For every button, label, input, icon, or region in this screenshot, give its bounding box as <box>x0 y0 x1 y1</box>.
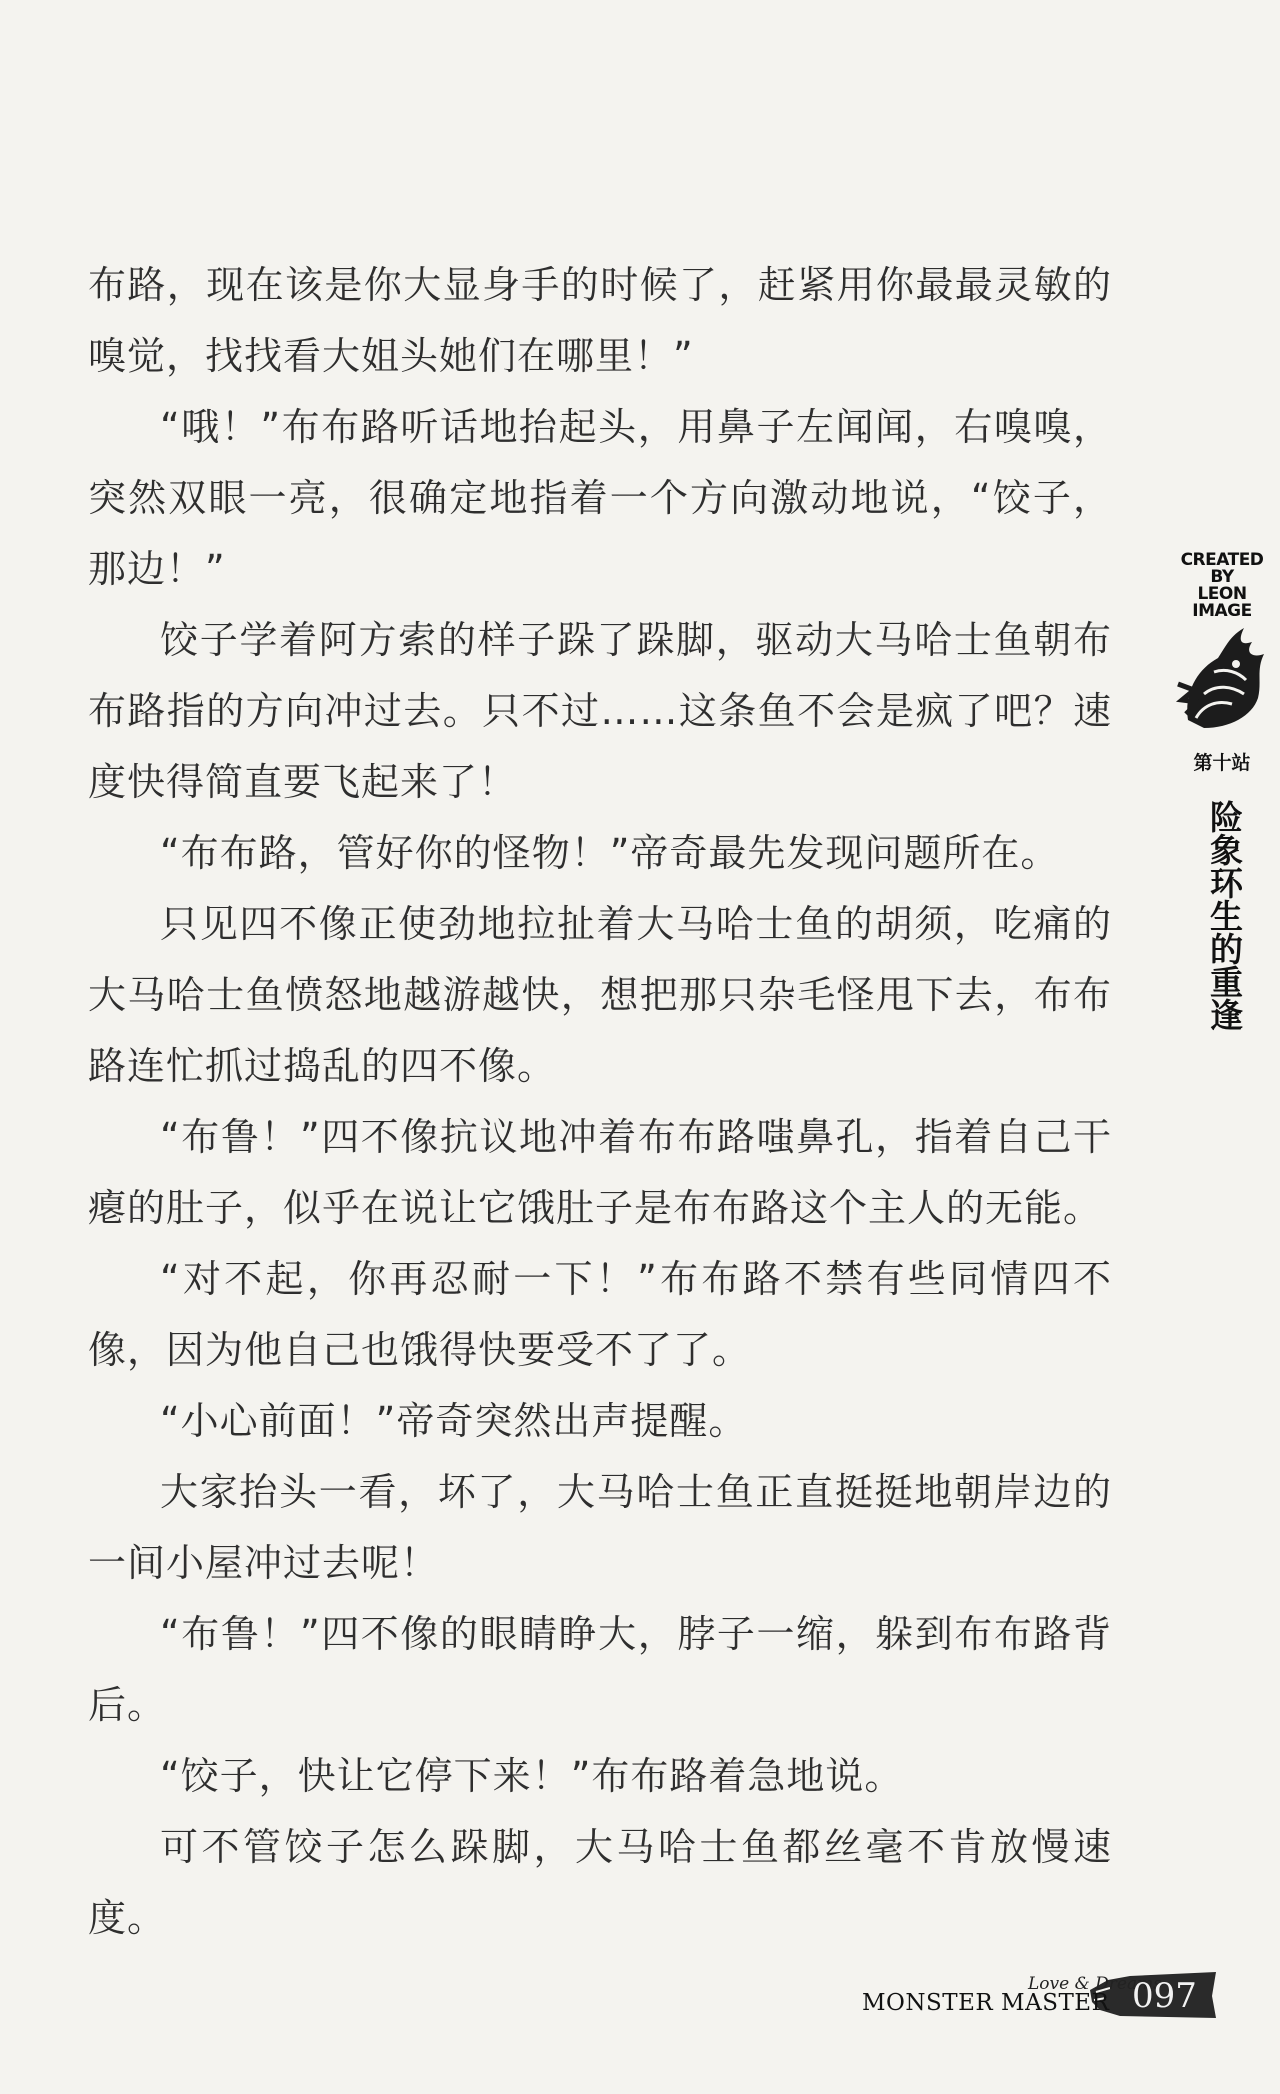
paragraph-12: 可不管饺子怎么跺脚，大马哈士鱼都丝毫不肯放慢速度。 <box>88 1825 1112 1940</box>
paragraph-2: “哦！”布布路听话地抬起头，用鼻子左闻闻，右嗅嗅，突然双眼一亮，很确定地指着一个方向激动地说，“饺子，那边！” <box>88 405 1112 591</box>
paragraph-9: 大家抬头一看，坏了，大马哈士鱼正直挺挺地朝岸边的一间小屋冲过去呢！ <box>88 1470 1112 1585</box>
publisher-logo-text <box>1172 552 1272 620</box>
paragraph-1: 布路，现在该是你大显身手的时候了，赶紧用你最最灵敏的嗅觉，找找看大姐头她们在哪里！” <box>88 263 1112 378</box>
series-title: MONSTER MASTER <box>862 1990 1110 2016</box>
logo-line: CREATED <box>1180 550 1264 570</box>
logo-line: LEON <box>1197 584 1247 604</box>
paragraph-8: “小心前面！”帝奇突然出声提醒。 <box>160 1399 748 1443</box>
dragon-logo-icon <box>1174 624 1270 734</box>
chapter-sidebar <box>1172 552 1272 1045</box>
series-subtitle: Love & Dreams <box>1028 1974 1162 1994</box>
chapter-title: 险象环生的重逢 <box>1205 799 1244 1031</box>
chapter-label: 第十站 <box>1193 752 1251 774</box>
page-number: 097 <box>1132 1976 1197 2016</box>
logo-line: IMAGE <box>1192 601 1252 621</box>
paragraph-11: “饺子，快让它停下来！”布布路着急地说。 <box>160 1754 904 1798</box>
paragraph-4: “布布路，管好你的怪物！”帝奇最先发现问题所在。 <box>160 831 1060 875</box>
logo-line: BY <box>1210 567 1234 587</box>
paragraph-10: “布鲁！”四不像的眼睛睁大，脖子一缩，躲到布布路背后。 <box>88 1612 1112 1727</box>
paragraph-7: “对不起，你再忍耐一下！”布布路不禁有些同情四不像，因为他自己也饿得快要受不了了。 <box>88 1257 1112 1372</box>
paragraph-6: “布鲁！”四不像抗议地冲着布布路嗤鼻孔，指着自己干瘪的肚子，似乎在说让它饿肚子是布布路这个主人的无能。 <box>88 1115 1112 1230</box>
paragraph-5: 只见四不像正使劲地拉扯着大马哈士鱼的胡须，吃痛的大马哈士鱼愤怒地越游越快，想把那只杂毛怪甩下去，布布路连忙抓过捣乱的四不像。 <box>88 902 1112 1088</box>
page-footer <box>860 1960 1220 2030</box>
paragraph-3: 饺子学着阿方索的样子跺了跺脚，驱动大马哈士鱼朝布布路指的方向冲过去。只不过……这条鱼不会是疯了吧？速度快得简直要飞起来了！ <box>88 618 1112 804</box>
body-text <box>88 250 1112 1954</box>
